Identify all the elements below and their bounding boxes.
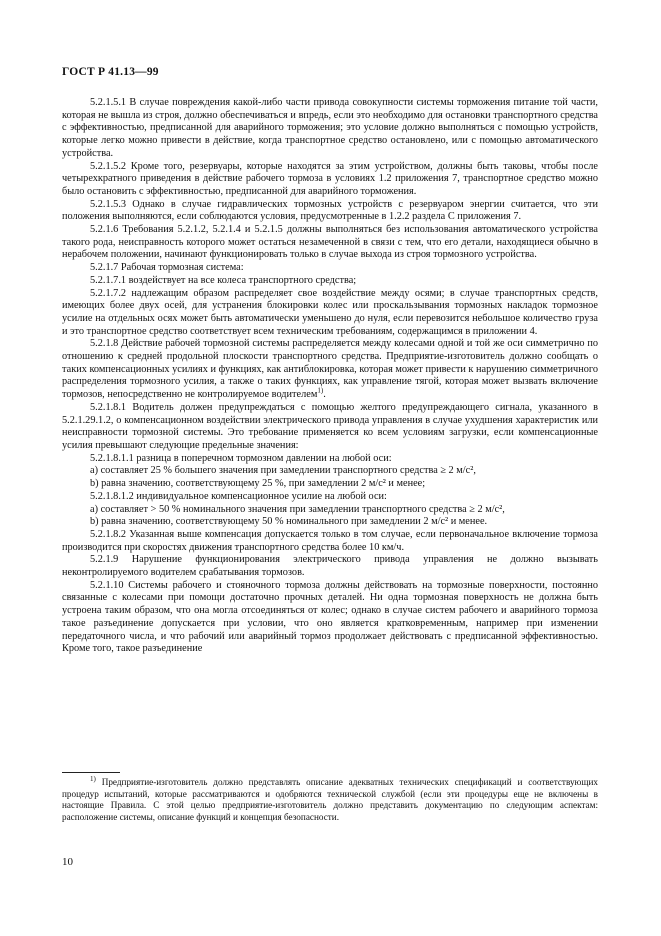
- paragraph: 5.2.1.5.3 Однако в случае гидравлических тормозных устройств с резервуаром энергии считается, что эти положения выполняются, если соблюдаются условия, предусмотренные в 1.2.2 раздела С приложения 7.: [62, 198, 598, 223]
- paragraph: 5.2.1.7.2 надлежащим образом распределяет свое воздействие между осями; в случае транспортных средств, имеющих более двух осей, для устранения блокировки колес или проскальзывания тормозных накладок тормозное усилие на отдельных осях может быть автоматически уменьшено до нуля, если перевозится небольшое количество груза и это транспортное средство соответствует всем техническим требованиям, содержащимся в приложении 4.: [62, 287, 598, 337]
- paragraph: b) равна значению, соответствующему 50 % номинального при замедлении 2 м/с² и менее.: [90, 516, 488, 528]
- document-header: ГОСТ Р 41.13—99: [62, 66, 159, 78]
- body-text: [62, 97, 598, 656]
- paragraph: 5.2.1.7 Рабочая тормозная система:: [90, 262, 244, 274]
- footnote-ref: 1): [317, 386, 324, 395]
- paragraph: a) составляет 25 % большего значения при замедлении транспортного средства ≥ 2 м/с²,: [90, 465, 476, 477]
- footnote: [62, 774, 599, 823]
- footnote-body: Предприятие-изготовитель должно представлять описание адекватных технических спецификаций и соответствующих процедур испытаний, которые рассматриваются и одобряются технической службой (если эти процедуры еще не включены в настоящие Правила. С этой целью предприятие-изготовитель должно представить документацию по следующим аспектам: расположение системы, описание функций и концепция безопасности.: [62, 777, 599, 822]
- paragraph: 5.2.1.8.1.2 индивидуальное компенсационное усилие на любой оси:: [90, 490, 387, 502]
- paragraph: 5.2.1.6 Требования 5.2.1.2, 5.2.1.4 и 5.2.1.5 должны выполняться без использования автоматического устройства такого рода, неисправность которого может остаться незамеченной в связи с тем, что его детали, находящиеся обычно в нерабочем положении, начинают функционировать только в случае выхода из строя тормозного устройства.: [62, 224, 598, 261]
- paragraph: 5.2.1.10 Системы рабочего и стояночного тормоза должны действовать на тормозные поверхности, постоянно связанные с колесами при помощи достаточно прочных деталей. Ни одна тормозная поверхность не должна быть устроена таким образом, что она могла отсоединяться от колес; однако в случае систем рабочего и аварийного тормоза такое разъединение допускается при условии, что оно является кратковременным, например при изменении передаточного числа, и что рабочий или аварийный тормоз продолжает действовать с предписанной эффективностью. Кроме того, такое разъединение: [62, 579, 598, 655]
- paragraph: 5.2.1.8.1.1 разница в поперечном тормозном давлении на любой оси:: [90, 452, 392, 464]
- footnote-text: [62, 774, 599, 823]
- paragraph: 5.2.1.5.2 Кроме того, резервуары, которые находятся за этим устройством, должны быть таковы, чтобы после четырехкратного приведения в действие рабочего тормоза в условиях 1.2 приложения 7, транспортное средство можно было остановить с эффективностью, предписанной для аварийного торможения.: [62, 160, 598, 197]
- paragraph: 5.2.1.8.1 Водитель должен предупреждаться с помощью желтого предупреждающего сигнала, указанного в 5.2.1.29.1.2, о компенсационном воздействии электрического привода управления в случае ухудшения характеристик или неисправности тормозной системы. Это требование применяется ко всем условиям загрузки, если компенсационные усилия превышают следующие предельные значения:: [62, 401, 598, 451]
- paragraph: 5.2.1.8.2 Указанная выше компенсация допускается только в том случае, если первоначальное включение тормоза производится при скоростях движения транспортного средства более 10 км/ч.: [62, 528, 598, 553]
- paragraph-text: 5.2.1.8 Действие рабочей тормозной системы распределяется между колесами одной и той же оси симметрично по отношению к средней продольной плоскости транспортного средства. Предприятие-изготовитель должно сообщать о таких компенсационных усилиях и функциях, как антиблокировка, которая может привести к нарушению симметричного распределения тормозного усилия, а также о таких функциях, как управление тягой, которая может вызвать включение тормозов, непосредственно не контролируемое водителем: [62, 338, 598, 401]
- footnote-divider: [62, 772, 120, 773]
- paragraph: 5.2.1.7.1 воздействует на все колеса транспортного средства;: [90, 274, 357, 286]
- paragraph: b) равна значению, соответствующему 25 %, при замедлении 2 м/с² и менее;: [90, 478, 426, 490]
- paragraph-with-footnote-ref: 5.2.1.8 Действие рабочей тормозной системы распределяется между колесами одной и той же оси симметрично по отношению к средней продольной плоскости транспортного средства. Предприятие-изготовитель должно сообщать о таких компенсационных усилиях и функциях, как антиблокировка, которая может привести к нарушению симметричного распределения тормозного усилия, а также о таких функциях, как управление тягой, которая может вызвать включение тормозов, непосредственно не контролируемое водителем$^{1)}$.: [62, 338, 598, 401]
- paragraph: a) составляет > 50 % номинального значения при замедлении транспортного средства ≥ 2 м/с²,: [90, 503, 505, 515]
- footnote-marker: 1): [90, 774, 96, 783]
- page-number: 10: [62, 856, 73, 868]
- paragraph: 5.2.1.9 Нарушение функционирования электрического привода управления не должно вызывать неконтролируемого водителем срабатывания тормозов.: [62, 554, 598, 579]
- paragraph: 5.2.1.5.1 В случае повреждения какой-либо части привода совокупности системы торможения питание той части, которая не вышла из строя, должно обеспечиваться и впредь, если это необходимо для остановки транспортного средства с эффективностью, предписанной для аварийного торможения; это условие должно выполняться с помощью устройств, которые легко можно привести в действие, когда транспортное средство остановлено, или с помощью автоматического устройства.: [62, 97, 598, 159]
